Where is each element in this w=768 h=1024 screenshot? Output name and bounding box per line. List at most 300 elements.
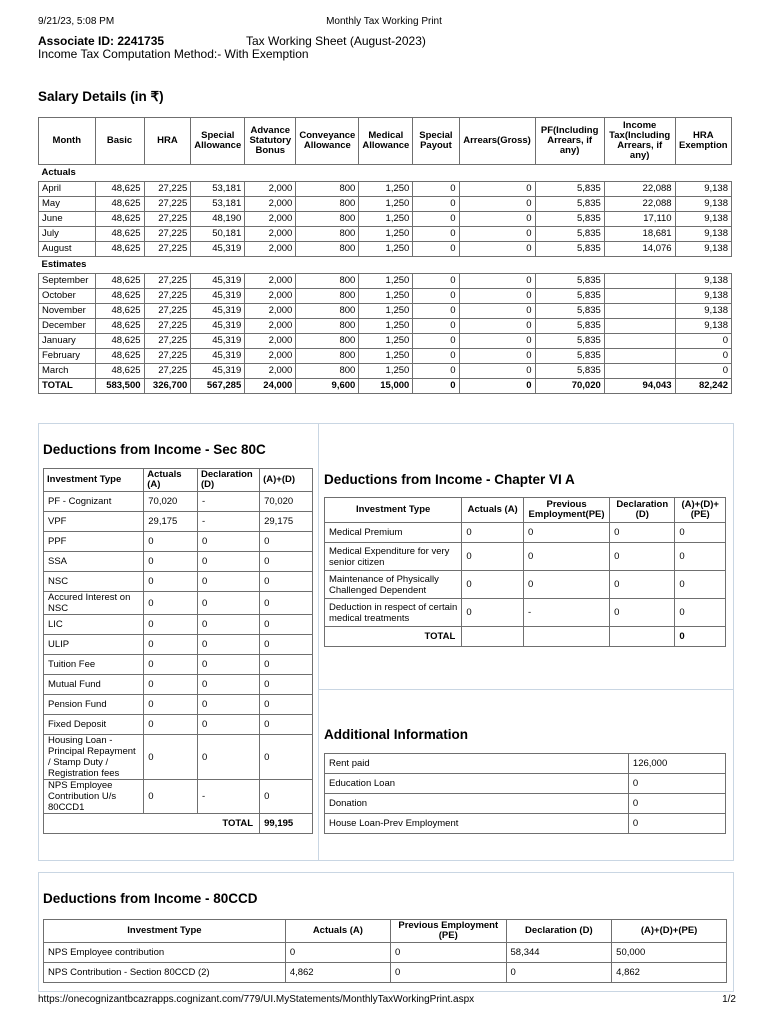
salary-cell: 45,319 (191, 334, 245, 349)
chapter6a-cell: 0 (610, 543, 675, 571)
sec80c-cell: 0 (260, 675, 313, 695)
chapter6a-cell: Deduction in respect of certain medical treatments (325, 599, 462, 627)
sec80ccd-header-row (44, 920, 727, 943)
salary-cell: 800 (296, 289, 359, 304)
salary-cell: 1,250 (359, 304, 413, 319)
sec80c-col-header: Actuals (A) (144, 469, 198, 492)
chapter6a-row (325, 543, 726, 571)
salary-total-cell: 82,242 (675, 379, 731, 394)
salary-cell: 45,319 (191, 319, 245, 334)
salary-cell: 2,000 (245, 212, 296, 227)
print-datetime: 9/21/23, 5:08 PM (38, 16, 115, 27)
salary-cell: June (39, 212, 96, 227)
salary-cell: 800 (296, 197, 359, 212)
salary-cell: 2,000 (245, 304, 296, 319)
sec80ccd-col-header: Previous Employment (PE) (390, 920, 506, 943)
sec80c-row (44, 715, 313, 735)
sec80c-col-header: (A)+(D) (260, 469, 313, 492)
salary-cell: 48,625 (95, 197, 144, 212)
additional-info-cell: 0 (628, 794, 725, 814)
salary-header-row (39, 118, 732, 165)
chapter6a-col-header: Investment Type (325, 498, 462, 523)
salary-cell: 5,835 (535, 289, 604, 304)
chapter6a-cell: 0 (462, 523, 524, 543)
salary-row (39, 242, 732, 257)
salary-cell: 14,076 (604, 242, 675, 257)
sec80c-cell: 0 (198, 572, 260, 592)
salary-cell: 27,225 (144, 242, 191, 257)
salary-cell (604, 274, 675, 289)
salary-cell: 0 (459, 334, 535, 349)
salary-cell: 5,835 (535, 227, 604, 242)
sec80ccd-col-header: Actuals (A) (285, 920, 390, 943)
salary-cell: 9,138 (675, 319, 731, 334)
additional-info-title: Additional Information (324, 727, 468, 742)
salary-cell: 1,250 (359, 242, 413, 257)
salary-cell: 0 (459, 304, 535, 319)
salary-cell: 27,225 (144, 212, 191, 227)
salary-cell: 800 (296, 319, 359, 334)
salary-cell: 48,625 (95, 304, 144, 319)
salary-cell: 0 (413, 274, 459, 289)
salary-total-cell: 326,700 (144, 379, 191, 394)
salary-cell: 0 (413, 289, 459, 304)
salary-cell: 48,625 (95, 289, 144, 304)
chapter6a-total-empty (610, 627, 675, 647)
chapter6a-col-header: Previous Employment(PE) (523, 498, 609, 523)
sec80c-col-header: Investment Type (44, 469, 144, 492)
chapter6a-cell: 0 (610, 571, 675, 599)
salary-cell: 48,625 (95, 349, 144, 364)
chapter6a-cell: 0 (462, 599, 524, 627)
salary-cell: 9,138 (675, 274, 731, 289)
salary-cell: 9,138 (675, 304, 731, 319)
salary-cell: May (39, 197, 96, 212)
salary-cell: 2,000 (245, 197, 296, 212)
salary-cell: 0 (459, 227, 535, 242)
salary-cell: 1,250 (359, 349, 413, 364)
sec80c-table (43, 468, 313, 834)
sec80c-cell: 0 (260, 552, 313, 572)
salary-cell: 48,625 (95, 227, 144, 242)
salary-cell: 5,835 (535, 319, 604, 334)
sec80c-row (44, 635, 313, 655)
salary-cell: 1,250 (359, 212, 413, 227)
salary-col-header: Income Tax(Including Arrears, if any) (604, 118, 675, 165)
sec80c-cell: 0 (198, 615, 260, 635)
sec80c-cell: 0 (144, 715, 198, 735)
chapter6a-title: Deductions from Income - Chapter VI A (324, 472, 575, 487)
sec80c-row (44, 655, 313, 675)
salary-col-header: Advance Statutory Bonus (245, 118, 296, 165)
chapter6a-col-header: (A)+(D)+ (PE) (675, 498, 726, 523)
sec80c-total-value: 99,195 (260, 814, 313, 834)
sec80c-cell: 0 (198, 532, 260, 552)
salary-cell: 5,835 (535, 274, 604, 289)
salary-cell: 17,110 (604, 212, 675, 227)
sec80c-cell: PPF (44, 532, 144, 552)
sec80c-cell: SSA (44, 552, 144, 572)
salary-cell: March (39, 364, 96, 379)
salary-col-header: Month (39, 118, 96, 165)
salary-cell: August (39, 242, 96, 257)
sec80ccd-row (44, 943, 727, 963)
chapter6a-cell: 0 (610, 599, 675, 627)
chapter6a-cell: Maintenance of Physically Challenged Dependent (325, 571, 462, 599)
sec80c-total-row (44, 814, 313, 834)
salary-cell: 27,225 (144, 197, 191, 212)
salary-total-row (39, 379, 732, 394)
salary-cell: 45,319 (191, 349, 245, 364)
salary-cell: 2,000 (245, 364, 296, 379)
sheet-title: Tax Working Sheet (August-2023) (246, 34, 426, 48)
print-page-number: 1/2 (722, 994, 736, 1005)
salary-cell: 2,000 (245, 319, 296, 334)
salary-cell: 48,190 (191, 212, 245, 227)
salary-cell: 800 (296, 227, 359, 242)
sec80c-cell: 29,175 (144, 512, 198, 532)
sec80ccd-cell: 4,862 (612, 963, 727, 983)
salary-row (39, 334, 732, 349)
sec80ccd-title: Deductions from Income - 80CCD (43, 891, 258, 906)
salary-cell: 18,681 (604, 227, 675, 242)
sec80c-cell: NPS Employee Contribution U/s 80CCD1 (44, 780, 144, 814)
salary-cell: 48,625 (95, 274, 144, 289)
sec80c-row (44, 572, 313, 592)
salary-cell: 1,250 (359, 227, 413, 242)
sec80c-cell: 0 (144, 572, 198, 592)
sec80c-cell: 70,020 (260, 492, 313, 512)
salary-row (39, 364, 732, 379)
salary-cell: 9,138 (675, 289, 731, 304)
chapter6a-table (324, 497, 726, 647)
sec80c-cell: 0 (198, 655, 260, 675)
sec80ccd-cell: 58,344 (506, 943, 612, 963)
salary-cell: 27,225 (144, 349, 191, 364)
salary-cell: 5,835 (535, 304, 604, 319)
sec80c-row (44, 780, 313, 814)
chapter6a-col-header: Actuals (A) (462, 498, 524, 523)
salary-cell: 800 (296, 274, 359, 289)
salary-col-header: Conveyance Allowance (296, 118, 359, 165)
sec80c-cell: 0 (144, 615, 198, 635)
chapter6a-header-row (325, 498, 726, 523)
chapter6a-cell: 0 (675, 599, 726, 627)
salary-cell: 1,250 (359, 319, 413, 334)
salary-cell: 1,250 (359, 197, 413, 212)
salary-group-row (39, 257, 732, 274)
salary-cell: 27,225 (144, 274, 191, 289)
additional-info-cell: Donation (325, 794, 629, 814)
salary-col-header: Arrears(Gross) (459, 118, 535, 165)
salary-cell: 0 (459, 242, 535, 257)
salary-row (39, 182, 732, 197)
sec80c-cell: 0 (260, 735, 313, 780)
sec80c-cell: 70,020 (144, 492, 198, 512)
salary-total-cell: 9,600 (296, 379, 359, 394)
salary-cell: 5,835 (535, 182, 604, 197)
salary-cell: 1,250 (359, 289, 413, 304)
sec80c-row (44, 492, 313, 512)
chapter6a-total-empty (523, 627, 609, 647)
chapter6a-row (325, 599, 726, 627)
sec80ccd-cell: 0 (390, 943, 506, 963)
salary-total-cell: 70,020 (535, 379, 604, 394)
print-url: https://onecognizantbcazrapps.cognizant.com/779/UI.MyStatements/MonthlyTaxWorkingPrint.aspx (38, 994, 475, 1005)
salary-cell: 1,250 (359, 364, 413, 379)
chapter6a-cell: - (523, 599, 609, 627)
salary-group-row (39, 165, 732, 182)
salary-cell (604, 364, 675, 379)
chapter6a-cell: 0 (675, 543, 726, 571)
sec80c-col-header: Declaration (D) (198, 469, 260, 492)
salary-cell: 0 (413, 227, 459, 242)
chapter6a-col-header: Declaration (D) (610, 498, 675, 523)
salary-row (39, 349, 732, 364)
sec80c-cell: PF - Cognizant (44, 492, 144, 512)
salary-cell: 27,225 (144, 319, 191, 334)
salary-row (39, 274, 732, 289)
salary-total-cell: TOTAL (39, 379, 96, 394)
sec80ccd-cell: NPS Employee contribution (44, 943, 286, 963)
salary-row (39, 212, 732, 227)
salary-cell: 0 (413, 212, 459, 227)
sec80c-cell: 0 (144, 675, 198, 695)
additional-info-cell: 0 (628, 814, 725, 834)
salary-cell: 800 (296, 334, 359, 349)
sec80c-cell: 0 (260, 655, 313, 675)
sec80ccd-col-header: Declaration (D) (506, 920, 612, 943)
sec80c-cell: ULIP (44, 635, 144, 655)
salary-total-cell: 24,000 (245, 379, 296, 394)
sec80c-header-row (44, 469, 313, 492)
additional-info-table (324, 753, 726, 834)
chapter6a-total-value: 0 (675, 627, 726, 647)
salary-table (38, 117, 732, 394)
salary-col-header: Special Allowance (191, 118, 245, 165)
salary-cell: 5,835 (535, 242, 604, 257)
salary-cell: 2,000 (245, 289, 296, 304)
sec80c-cell: 0 (260, 572, 313, 592)
salary-cell: 9,138 (675, 182, 731, 197)
salary-cell: 0 (413, 364, 459, 379)
salary-cell: 27,225 (144, 182, 191, 197)
sec80c-title: Deductions from Income - Sec 80C (43, 442, 266, 457)
salary-cell: 22,088 (604, 197, 675, 212)
salary-cell: 45,319 (191, 304, 245, 319)
additional-info-cell: House Loan-Prev Employment (325, 814, 629, 834)
salary-cell: 0 (413, 319, 459, 334)
sec80c-cell: 0 (198, 552, 260, 572)
salary-cell: 5,835 (535, 349, 604, 364)
sec80c-row (44, 592, 313, 615)
chapter6a-cell: Medical Expenditure for very senior citizen (325, 543, 462, 571)
sec80c-cell: 29,175 (260, 512, 313, 532)
sec80ccd-col-header: Investment Type (44, 920, 286, 943)
salary-cell: July (39, 227, 96, 242)
chapter6a-row (325, 523, 726, 543)
chapter6a-cell: 0 (523, 571, 609, 599)
salary-group-label: Estimates (39, 257, 732, 274)
salary-cell (604, 289, 675, 304)
sec80c-total-label: TOTAL (44, 814, 260, 834)
salary-total-cell: 583,500 (95, 379, 144, 394)
salary-col-header: PF(Including Arrears, if any) (535, 118, 604, 165)
salary-cell: 0 (459, 364, 535, 379)
salary-row (39, 289, 732, 304)
salary-cell (604, 334, 675, 349)
salary-cell: October (39, 289, 96, 304)
salary-cell: 2,000 (245, 334, 296, 349)
chapter6a-cell: Medical Premium (325, 523, 462, 543)
sec80c-row (44, 675, 313, 695)
salary-total-cell: 94,043 (604, 379, 675, 394)
salary-cell: 27,225 (144, 304, 191, 319)
sec80ccd-cell: NPS Contribution - Section 80CCD (2) (44, 963, 286, 983)
sec80ccd-cell: 4,862 (285, 963, 390, 983)
salary-col-header: HRA Exemption (675, 118, 731, 165)
sec80c-row (44, 735, 313, 780)
chapter6a-cell: 0 (523, 543, 609, 571)
sec80c-cell: - (198, 492, 260, 512)
salary-col-header: Basic (95, 118, 144, 165)
salary-cell: 2,000 (245, 349, 296, 364)
salary-total-cell: 15,000 (359, 379, 413, 394)
salary-cell: November (39, 304, 96, 319)
sec80c-cell: Pension Fund (44, 695, 144, 715)
additional-info-row (325, 774, 726, 794)
salary-cell: 0 (413, 334, 459, 349)
chapter6a-cell: 0 (462, 543, 524, 571)
sec80c-cell: 0 (260, 715, 313, 735)
salary-row (39, 227, 732, 242)
salary-cell: December (39, 319, 96, 334)
sec80ccd-col-header: (A)+(D)+(PE) (612, 920, 727, 943)
sec80c-cell: 0 (144, 592, 198, 615)
salary-col-header: Medical Allowance (359, 118, 413, 165)
salary-cell: 0 (459, 212, 535, 227)
additional-info-row (325, 814, 726, 834)
salary-row (39, 319, 732, 334)
sec80c-cell: Housing Loan - Principal Repayment / Stamp Duty / Registration fees (44, 735, 144, 780)
salary-cell: 45,319 (191, 364, 245, 379)
sec80c-cell: 0 (144, 532, 198, 552)
sec80c-cell: 0 (144, 695, 198, 715)
salary-cell: 800 (296, 349, 359, 364)
salary-cell: 5,835 (535, 197, 604, 212)
sec80ccd-cell: 50,000 (612, 943, 727, 963)
sec80c-cell: 0 (198, 675, 260, 695)
sec80c-cell: VPF (44, 512, 144, 532)
sec80c-cell: 0 (260, 635, 313, 655)
salary-cell: 27,225 (144, 334, 191, 349)
salary-cell: 48,625 (95, 334, 144, 349)
computation-method: Income Tax Computation Method:- With Exemption (38, 47, 309, 61)
sec80c-cell: 0 (198, 695, 260, 715)
salary-cell: 0 (413, 182, 459, 197)
salary-cell: 800 (296, 242, 359, 257)
salary-cell: 5,835 (535, 212, 604, 227)
salary-cell: 0 (675, 334, 731, 349)
salary-cell: 2,000 (245, 242, 296, 257)
salary-cell: 0 (413, 349, 459, 364)
sec80c-cell: 0 (260, 780, 313, 814)
salary-cell: 22,088 (604, 182, 675, 197)
salary-cell: 48,625 (95, 319, 144, 334)
sec80c-cell: 0 (144, 780, 198, 814)
sec80c-cell: - (198, 780, 260, 814)
salary-total-cell: 0 (413, 379, 459, 394)
salary-cell: February (39, 349, 96, 364)
salary-cell: 0 (459, 349, 535, 364)
sec80c-cell: Accured Interest on NSC (44, 592, 144, 615)
print-page-title: Monthly Tax Working Print (326, 16, 442, 27)
sec80c-row (44, 615, 313, 635)
salary-cell: 5,835 (535, 334, 604, 349)
sec80c-cell: 0 (198, 592, 260, 615)
salary-cell: 53,181 (191, 182, 245, 197)
salary-cell: 9,138 (675, 197, 731, 212)
salary-cell: 0 (459, 197, 535, 212)
chapter6a-cell: 0 (675, 523, 726, 543)
sec80ccd-table (43, 919, 727, 983)
salary-cell: 48,625 (95, 242, 144, 257)
sec80c-cell: 0 (144, 735, 198, 780)
sec80c-cell: 0 (260, 532, 313, 552)
sec80c-cell: Tuition Fee (44, 655, 144, 675)
sec80c-cell: 0 (198, 635, 260, 655)
salary-cell: 27,225 (144, 227, 191, 242)
salary-col-header: HRA (144, 118, 191, 165)
salary-details-title: Salary Details (in ₹) (38, 89, 164, 104)
sec80c-cell: 0 (144, 655, 198, 675)
salary-cell: 2,000 (245, 274, 296, 289)
associate-id: Associate ID: 2241735 (38, 34, 165, 48)
salary-cell: 50,181 (191, 227, 245, 242)
salary-cell: 0 (675, 364, 731, 379)
salary-cell: 0 (675, 349, 731, 364)
salary-cell: 800 (296, 182, 359, 197)
salary-cell: 48,625 (95, 212, 144, 227)
salary-cell: 27,225 (144, 364, 191, 379)
salary-cell (604, 349, 675, 364)
additional-info-cell: 126,000 (628, 754, 725, 774)
sec80c-cell: 0 (260, 592, 313, 615)
salary-row (39, 197, 732, 212)
additional-info-row (325, 794, 726, 814)
additional-info-row (325, 754, 726, 774)
salary-cell (604, 319, 675, 334)
sec80c-cell: Fixed Deposit (44, 715, 144, 735)
salary-cell: 800 (296, 304, 359, 319)
salary-row (39, 304, 732, 319)
salary-cell: 800 (296, 212, 359, 227)
salary-cell: 9,138 (675, 227, 731, 242)
sec80c-cell: NSC (44, 572, 144, 592)
salary-group-label: Actuals (39, 165, 732, 182)
salary-cell: January (39, 334, 96, 349)
sec80c-cell: 0 (198, 715, 260, 735)
sec80ccd-row (44, 963, 727, 983)
salary-cell: 1,250 (359, 182, 413, 197)
salary-cell: 0 (413, 197, 459, 212)
chapter6a-total-row (325, 627, 726, 647)
chapter6a-cell: 0 (675, 571, 726, 599)
sec80c-cell: 0 (198, 735, 260, 780)
salary-cell: 2,000 (245, 182, 296, 197)
salary-cell: 9,138 (675, 242, 731, 257)
chapter6a-total-empty (462, 627, 524, 647)
